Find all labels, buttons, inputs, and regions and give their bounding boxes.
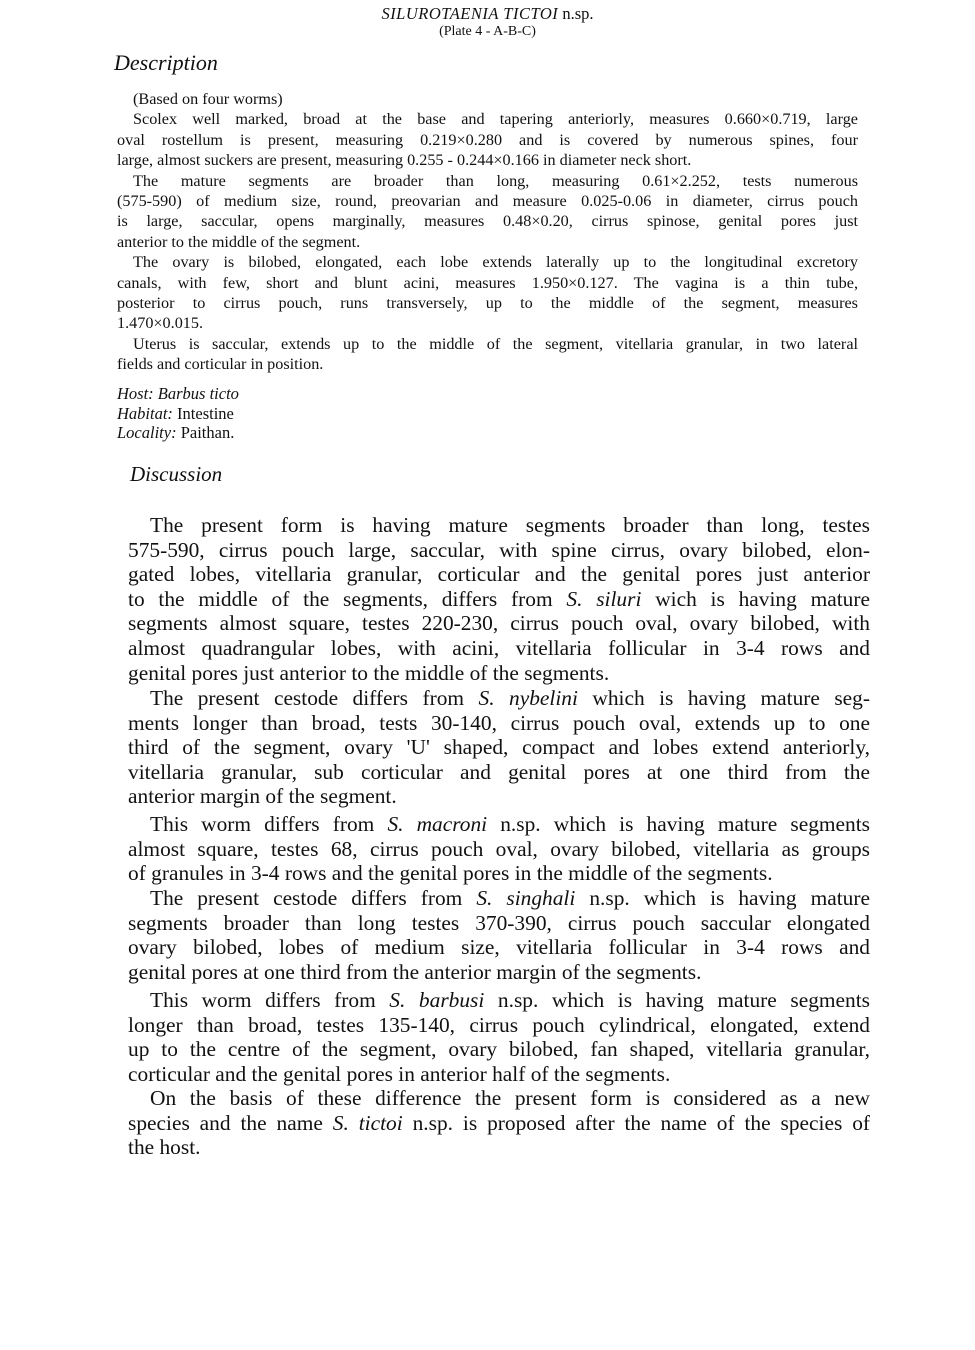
discussion-line: corticular and the genital pores in anterior half of the segments. xyxy=(128,1061,671,1086)
discussion-heading: Discussion xyxy=(130,462,223,486)
discussion-line: This worm differs from S. barbusi n.sp. which is having mature segments xyxy=(150,988,870,1012)
locality-row xyxy=(117,423,239,443)
habitat-row xyxy=(117,404,239,424)
host-row xyxy=(117,384,239,404)
discussion-line: anterior margin of the segment. xyxy=(128,784,397,809)
description-line: (Based on four worms) xyxy=(133,90,283,108)
species-s-barbusi: S. barbusi xyxy=(389,988,485,1012)
discussion-line: ovary bilobed, lobes of medium size, vitellaria follicular in 3-4 rows and xyxy=(128,935,870,960)
species-s-singhali: S. singhali xyxy=(476,886,576,910)
description-body xyxy=(117,89,858,374)
description-line: is large, saccular, opens marginally, measures 0.48×0.20, cirrus spinose, genital pores just xyxy=(117,212,858,231)
description-line: oval rostellum is present, measuring 0.219×0.280 and is covered by numerous spines, four xyxy=(117,130,858,149)
habitat-value: Intestine xyxy=(177,403,234,423)
discussion-line: to the middle of the segments, differs from S. siluri wich is having mature xyxy=(128,586,870,611)
discussion-line: segments broader than long testes 370-390, cirrus pouch saccular elongated xyxy=(128,910,870,935)
discussion-line: genital pores at one third from the anterior margin of the segments. xyxy=(128,959,702,984)
locality-label: Locality: xyxy=(117,423,177,443)
host-value: Barbus ticto xyxy=(157,384,239,403)
species-name: SILUROTAENIA TICTOI xyxy=(381,4,559,23)
description-line: (575-590) of medium size, round, preovarian and measure 0.025-0.06 in diameter, cirrus pouch xyxy=(117,191,858,210)
species-s-siluri: S. siluri xyxy=(566,586,642,611)
species-s-macroni: S. macroni xyxy=(387,812,488,836)
discussion-line: ments longer than broad, tests 30-140, cirrus pouch oval, extends up to one xyxy=(128,710,870,735)
discussion-line: On the basis of these difference the present form is considered as a new xyxy=(150,1086,870,1110)
discussion-paragraph-2 xyxy=(128,686,870,809)
discussion-line: up to the centre of the segment, ovary bilobed, fan shaped, vitellaria granular, xyxy=(128,1037,870,1062)
discussion-paragraph-3 xyxy=(128,812,870,886)
discussion-line: segments almost square, testes 220-230, cirrus pouch oval, ovary bilobed, with xyxy=(128,611,870,636)
description-line: 1.470×0.015. xyxy=(117,314,204,333)
description-line: fields and corticular in position. xyxy=(117,355,324,374)
discussion-line: This worm differs from S. macroni n.sp. which is having mature segments xyxy=(150,812,870,836)
discussion-line: of granules in 3-4 rows and the genital pores in the middle of the segments. xyxy=(128,861,773,886)
description-line: canals, with few, short and blunt acini, measures 1.950×0.127. The vagina is a thin tube, xyxy=(117,273,858,292)
discussion-line: gated lobes, vitellaria granular, corticular and the genital pores just anterior xyxy=(128,562,870,587)
discussion-paragraph-6 xyxy=(128,1086,870,1160)
description-line: The mature segments are broader than long, measuring 0.61×2.252, tests numerous xyxy=(133,171,858,190)
discussion-line: The present form is having mature segments broader than long, testes xyxy=(150,513,870,537)
discussion-line: species and the name S. tictoi n.sp. is proposed after the name of the species of xyxy=(128,1110,871,1135)
description-line: Scolex well marked, broad at the base and tapering anteriorly, measures 0.660×0.719, large xyxy=(133,110,858,129)
description-line: The ovary is bilobed, elongated, each lobe extends laterally up to the longitudinal excretory xyxy=(133,253,858,272)
host-info xyxy=(117,384,239,443)
description-heading: Description xyxy=(114,50,218,75)
description-line: anterior to the middle of the segment. xyxy=(117,232,361,251)
discussion-line: The present cestode differs from S. singhali n.sp. which is having mature xyxy=(150,886,870,910)
description-line: Uterus is saccular, extends up to the middle of the segment, vitellaria granular, in two lateral xyxy=(133,334,858,353)
species-s-tictoi: S. tictoi xyxy=(332,1110,403,1135)
discussion-paragraph-4 xyxy=(128,886,870,984)
habitat-label: Habitat: xyxy=(117,403,173,423)
discussion-line: 575-590, cirrus pouch large, saccular, with spine cirrus, ovary bilobed, elon- xyxy=(128,537,870,562)
locality-value: Paithan. xyxy=(180,423,235,443)
discussion-paragraph-5 xyxy=(128,988,870,1086)
species-s-nybelini: S. nybelini xyxy=(478,686,578,710)
discussion-line: vitellaria granular, sub corticular and genital pores at one third from the xyxy=(128,759,870,784)
description-line: posterior to cirrus pouch, runs transversely, up to the middle of the segment, measures xyxy=(117,293,858,312)
discussion-line: the host. xyxy=(128,1135,201,1160)
species-title xyxy=(0,4,975,23)
discussion-line: longer than broad, testes 135-140, cirrus pouch cylindrical, elongated, extend xyxy=(128,1012,870,1037)
discussion-paragraph-1 xyxy=(128,513,870,685)
host-label: Host: xyxy=(117,384,154,403)
discussion-line: genital pores just anterior to the middle of the segments. xyxy=(128,660,610,685)
discussion-line: third of the segment, ovary 'U' shaped, compact and lobes extend anteriorly, xyxy=(128,735,870,760)
description-line: large, almost suckers are present, measuring 0.255 - 0.244×0.166 in diameter neck short. xyxy=(117,151,692,170)
discussion-line: The present cestode differs from S. nybelini which is having mature seg- xyxy=(150,686,870,710)
discussion-line: almost square, testes 68, cirrus pouch oval, ovary bilobed, vitellaria as groups xyxy=(128,836,870,861)
species-suffix: n.sp. xyxy=(558,4,594,23)
plate-reference: (Plate 4 - A-B-C) xyxy=(439,24,536,39)
discussion-line: almost quadrangular lobes, with acini, vitellaria follicular in 3-4 rows and xyxy=(128,635,870,660)
